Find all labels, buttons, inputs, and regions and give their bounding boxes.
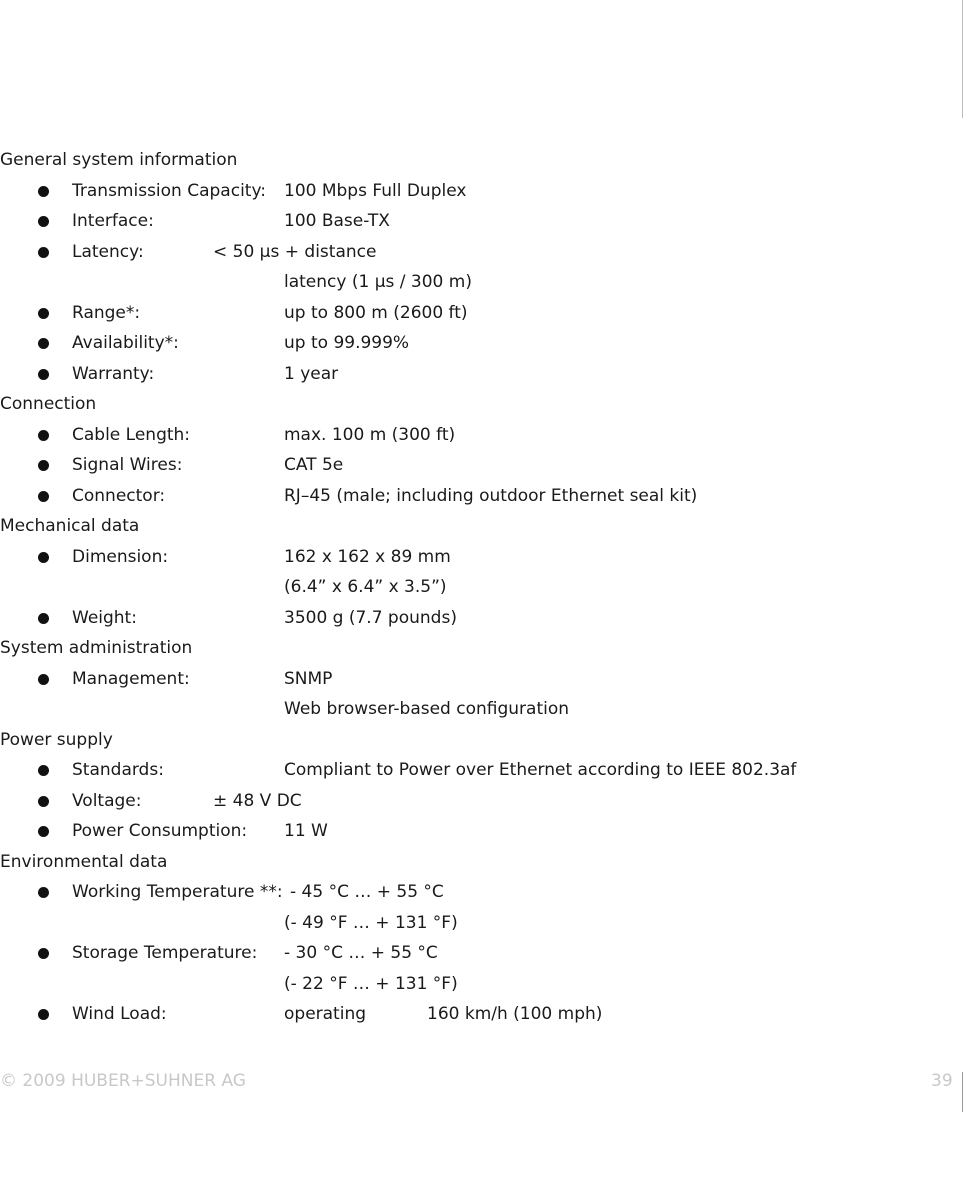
section-heading-administration: System administration (0, 638, 193, 658)
spec-label: Connector: (72, 485, 166, 506)
bullet-icon (38, 1009, 49, 1020)
spec-value (284, 999, 603, 1030)
bullet-icon (38, 308, 49, 319)
spec-label: Warranty: (72, 363, 155, 384)
spec-value: 3500 g (7.7 pounds) (284, 607, 457, 628)
bullet-icon (38, 826, 49, 837)
bullet-icon (38, 369, 49, 380)
spec-row-availability (0, 328, 955, 359)
spec-label: Signal Wires: (72, 455, 183, 475)
spec-value: < 50 µs + distance (213, 241, 377, 262)
spec-row-working-temp-cont (0, 908, 955, 939)
spec-label: Working Temperature **: (72, 882, 283, 902)
spec-value: - 30 °C … + 55 °C (284, 943, 438, 963)
spec-label: Weight: (72, 607, 137, 628)
spec-row-range (0, 298, 955, 329)
spec-label: Transmission Capacity: (72, 180, 267, 201)
bullet-icon (38, 247, 49, 258)
section-heading-connection: Connection (0, 394, 97, 414)
spec-label: Latency: (72, 241, 144, 262)
spec-row-cable-length (0, 420, 955, 451)
spec-row-consumption (0, 816, 955, 847)
section-heading-mechanical: Mechanical data (0, 516, 140, 536)
spec-value: up to 800 m (2600 ft) (284, 302, 468, 323)
spec-row-voltage (0, 786, 955, 817)
spec-label: Power Consumption: (72, 821, 248, 841)
bullet-icon (38, 613, 49, 624)
section-heading-general: General system information (0, 150, 238, 170)
spec-row-transmission (0, 176, 955, 207)
spec-row-connector (0, 481, 955, 512)
spec-label: Availability*: (72, 333, 179, 353)
spec-value: SNMP (284, 668, 333, 689)
section-heading-environmental: Environmental data (0, 851, 168, 872)
spec-value: 162 x 162 x 89 mm (284, 546, 451, 567)
spec-value: up to 99.999% (284, 333, 410, 353)
spec-row-management-cont (0, 694, 955, 725)
bullet-icon (38, 186, 49, 197)
spec-value-continued: (6.4” x 6.4” x 3.5”) (284, 577, 447, 597)
bullet-icon (38, 338, 49, 349)
spec-row-signal-wires (0, 450, 955, 481)
spec-label: Interface: (72, 211, 154, 231)
spec-row-warranty (0, 359, 955, 390)
spec-label: Storage Temperature: (72, 943, 258, 963)
bullet-icon (38, 674, 49, 685)
spec-row-latency (0, 237, 955, 268)
bullet-icon (38, 948, 49, 959)
section-heading-power: Power supply (0, 729, 113, 750)
bullet-icon (38, 796, 49, 807)
bullet-icon (38, 460, 49, 471)
spec-row-storage-temp-cont (0, 969, 955, 1000)
bullet-icon (38, 430, 49, 441)
spec-label: Dimension: (72, 546, 169, 567)
page-edge-rule-top (962, 0, 963, 118)
spec-value: Compliant to Power over Ethernet according to IEEE 802.3af (284, 760, 797, 780)
spec-row-latency-cont (0, 267, 955, 298)
spec-row-dimension (0, 542, 955, 573)
spec-value: 100 Mbps Full Duplex (284, 180, 467, 201)
spec-row-working-temp (0, 877, 955, 908)
spec-row-management (0, 664, 955, 695)
wind-load-rating: 160 km/h (100 mph) (427, 1004, 603, 1024)
bullet-icon (38, 765, 49, 776)
spec-value: ± 48 V DC (213, 790, 302, 811)
page-number: 39 (931, 1071, 953, 1091)
page-edge-rule-bottom (962, 1072, 963, 1112)
spec-label: Standards: (72, 760, 164, 780)
spec-row-wind-load (0, 999, 955, 1030)
spec-value: CAT 5e (284, 455, 344, 475)
spec-value: max. 100 m (300 ft) (284, 424, 456, 445)
spec-value-continued: (- 22 °F … + 131 °F) (284, 973, 458, 994)
bullet-icon (38, 552, 49, 563)
spec-row-standards (0, 755, 955, 786)
footer-copyright: © 2009 HUBER+SUHNER AG (0, 1071, 246, 1091)
spec-value-continued: latency (1 µs / 300 m) (284, 272, 472, 292)
spec-value: 1 year (284, 363, 339, 384)
spec-label: Voltage: (72, 790, 142, 811)
spec-row-weight (0, 603, 955, 634)
spec-value-continued: Web browser-based configuration (284, 699, 570, 719)
spec-sheet (0, 145, 955, 1030)
spec-value: 11 W (284, 821, 328, 841)
spec-row-dimension-cont (0, 572, 955, 603)
wind-load-condition: operating (284, 1004, 367, 1024)
spec-value-continued: (- 49 °F … + 131 °F) (284, 912, 458, 933)
spec-row-interface (0, 206, 955, 237)
bullet-icon (38, 491, 49, 502)
spec-label: Range*: (72, 302, 141, 323)
spec-row-storage-temp (0, 938, 955, 969)
spec-value: RJ–45 (male; including outdoor Ethernet seal kit) (284, 485, 698, 506)
bullet-icon (38, 216, 49, 227)
spec-value: - 45 °C … + 55 °C (290, 882, 444, 902)
spec-value: 100 Base-TX (284, 211, 390, 231)
spec-label: Cable Length: (72, 424, 191, 445)
bullet-icon (38, 887, 49, 898)
spec-label: Wind Load: (72, 1004, 167, 1024)
spec-label: Management: (72, 668, 190, 689)
